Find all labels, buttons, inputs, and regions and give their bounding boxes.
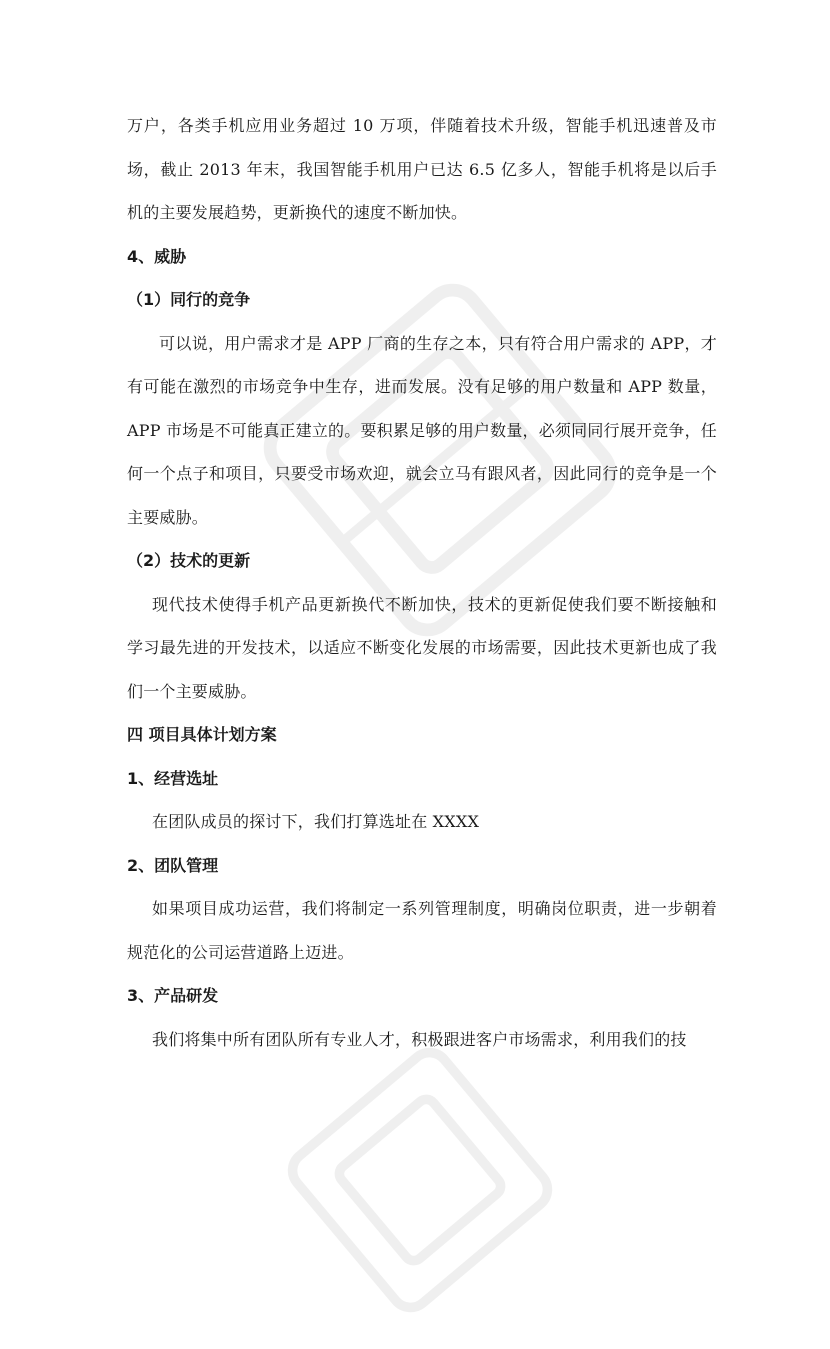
heading-team-management: 2、团队管理 — [127, 855, 219, 875]
heading-location: 1、经营选址 — [127, 768, 219, 788]
paragraph-market-trend: 万户，各类手机应用业务超过 10 万项，伴随着技术升级，智能手机迅速普及市场，截止 2013 年末，我国智能手机用户已达 6.5 亿多人，智能手机将是以后手机的主要发展趋势，更新换代的速度不断加快。 — [127, 116, 717, 222]
watermark-icon — [251, 1011, 589, 1349]
document-body — [127, 104, 717, 1061]
heading-threat: 4、威胁 — [127, 246, 187, 266]
paragraph-tech-update: 现代技术使得手机产品更新换代不断加快，技术的更新促使我们要不断接触和学习最先进的开发技术，以适应不断变化发展的市场需要，因此技术更新也成了我们一个主要威胁。 — [127, 594, 717, 701]
heading-competition: （1）同行的竞争 — [127, 290, 251, 309]
paragraph-competition: 可以说，用户需求才是 APP 厂商的生存之本，只有符合用户需求的 APP，才有可能在激烈的市场竞争中生存，进而发展。没有足够的用户数量和 APP 数量，APP 市场是不可能真正建立的。要积累足够的用户数量，必须同同行展开竞争，任何一个点子和项目，只要受市场欢迎，就会立马有跟风者，因此同行的竞争是一个主要威胁。 — [127, 333, 717, 527]
paragraph-team-management: 如果项目成功运营，我们将制定一系列管理制度，明确岗位职责，进一步朝着规范化的公司运营道路上迈进。 — [127, 899, 717, 962]
paragraph-location: 在团队成员的探讨下，我们打算选址在 XXXX — [152, 812, 480, 831]
heading-product-development: 3、产品研发 — [127, 986, 219, 1005]
heading-tech-update: （2）技术的更新 — [127, 551, 251, 570]
heading-project-plan: 四 项目具体计划方案 — [127, 725, 277, 744]
paragraph-product-development: 我们将集中所有团队所有专业人才，积极跟进客户市场需求，利用我们的技 — [152, 1029, 687, 1049]
